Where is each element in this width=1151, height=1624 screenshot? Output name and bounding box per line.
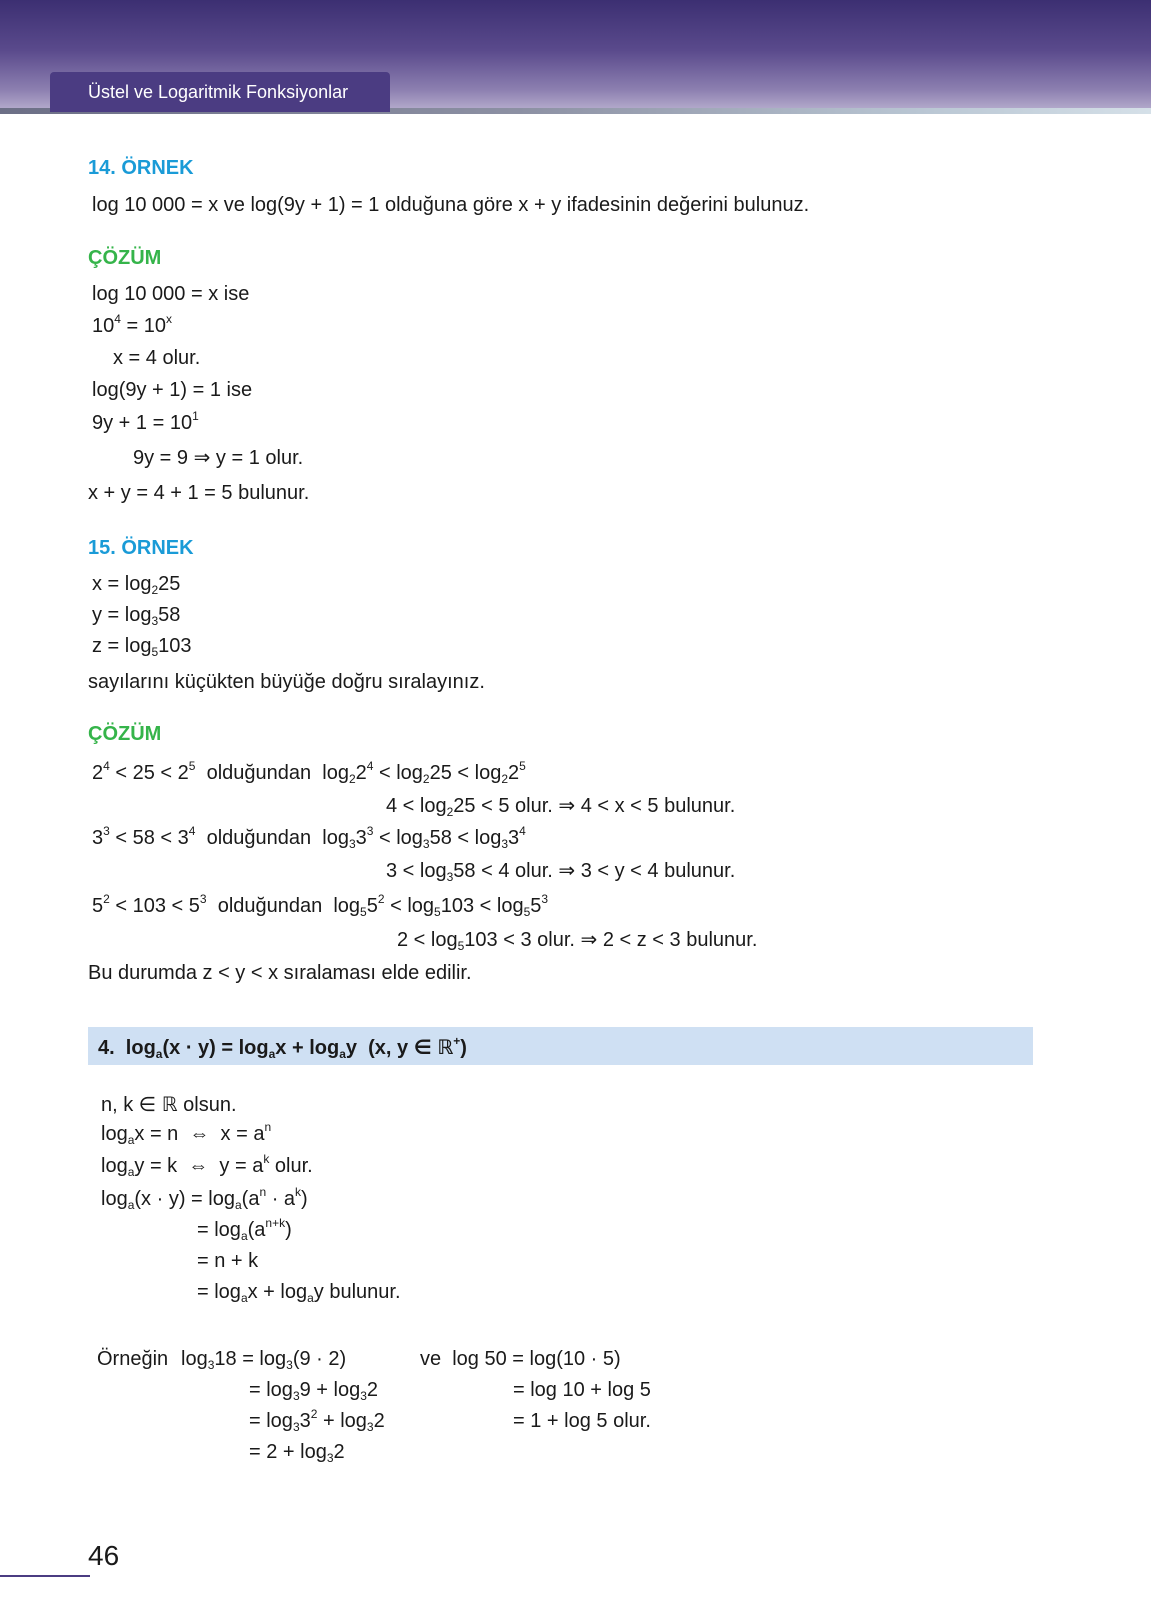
solution-15-step-3a: $5^2 < 103 < 5^3$ olduğundan $\log_55^2 < \log_5103 < \log_55^3$	[92, 892, 549, 919]
solution-15-step-3b: $2 < \log_5103 < 3$ olur. ⇒ 2 < z < 3 bulunur.	[397, 929, 758, 953]
proof-step-1: $\log_ax = n$ ⇔ $x = a^n$	[101, 1120, 272, 1147]
section-title: Üstel ve Logaritmik Fonksiyonlar	[88, 82, 349, 102]
page-number: 46	[88, 1540, 120, 1571]
solution-14-step-3: x = 4 olur.	[113, 347, 201, 369]
section-tab	[50, 72, 390, 112]
example-a-line-2: = $\log_39 + \log_32$	[249, 1379, 379, 1403]
solution-14-step-2: $10^4 = 10^x$	[92, 312, 172, 337]
solution-14-step-6: 9y = 9 ⇒ y = 1 olur.	[133, 447, 304, 469]
proof-intro: n, k ∈ ℝ olsun.	[101, 1094, 237, 1116]
example-14-heading: 14. ÖRNEK	[88, 157, 194, 179]
page-number-rule	[0, 1575, 90, 1577]
example-a-line-4: = $2 + \log_32$	[249, 1441, 345, 1465]
proof-step-3: $\log_a(x \cdot y) = \log_a(a^n \cdot a^k)$	[101, 1185, 308, 1212]
rule-4-box	[88, 1027, 1033, 1065]
solution-15-conclusion: Bu durumda z < y < x sıralaması elde edilir.	[88, 962, 472, 984]
example-14-question: log 10 000 = x ve log(9y + 1) = 1 olduğuna göre x + y ifadesinin değerini bulunuz.	[92, 194, 810, 216]
solution-15-step-1a: $2^4 < 25 < 2^5$ olduğundan $\log_22^4 < \log_225 < \log_22^5$	[92, 759, 526, 786]
example-a-line-1: $\log_318 = \log_3(9 \cdot 2)$	[181, 1348, 347, 1372]
solution-14-result: x + y = 4 + 1 = 5 bulunur.	[88, 482, 310, 504]
example-b-line-3: = 1 + log 5 olur.	[513, 1410, 651, 1432]
proof-step-5: = n + k	[197, 1250, 259, 1272]
example-15-y: $y = \log_358$	[92, 604, 181, 628]
example-b-line-1: ve log 50 = log(10 · 5)	[420, 1348, 621, 1370]
example-15-question: sayılarını küçükten büyüğe doğru sıralayınız.	[88, 671, 485, 693]
proof-step-2: $\log_ay = k$ ⇔ $y = a^k$ olur.	[101, 1152, 313, 1179]
rule-4-title: 4. $\log_a(x \cdot y) = \log_ax + \log_ay$ (x, y ∈ ℝ+)	[98, 1034, 467, 1061]
solution-15-heading: ÇÖZÜM	[88, 723, 162, 745]
example-15-x: $x = \log_225$	[92, 573, 181, 597]
proof-step-6: = $\log_ax + \log_ay$ bulunur.	[197, 1281, 401, 1305]
solution-15-step-2b: $3 < \log_358 < 4$ olur. ⇒ 3 < y < 4 bulunur.	[386, 860, 736, 884]
proof-step-4: = $\log_a(a^{n+k})$	[197, 1216, 292, 1243]
example-b-line-2: = log 10 + log 5	[513, 1379, 651, 1401]
solution-14-step-5: $9y + 1 = 10^1$	[92, 409, 199, 434]
solution-14-step-1: log 10 000 = x ise	[92, 283, 250, 305]
solution-15-step-2a: $3^3 < 58 < 3^4$ olduğundan $\log_33^3 < \log_358 < \log_33^4$	[92, 824, 526, 851]
example-15-z: $z = \log_5103$	[92, 635, 192, 659]
example-a-line-3: = $\log_33^2 + \log_32$	[249, 1407, 385, 1434]
solution-14-heading: ÇÖZÜM	[88, 247, 162, 269]
example-lead: Örneğin	[97, 1348, 169, 1370]
solution-14-step-4: log(9y + 1) = 1 ise	[92, 379, 253, 401]
solution-15-step-1b: $4 < \log_225 < 5$ olur. ⇒ 4 < x < 5 bulunur.	[386, 795, 736, 819]
example-15-heading: 15. ÖRNEK	[88, 537, 194, 559]
